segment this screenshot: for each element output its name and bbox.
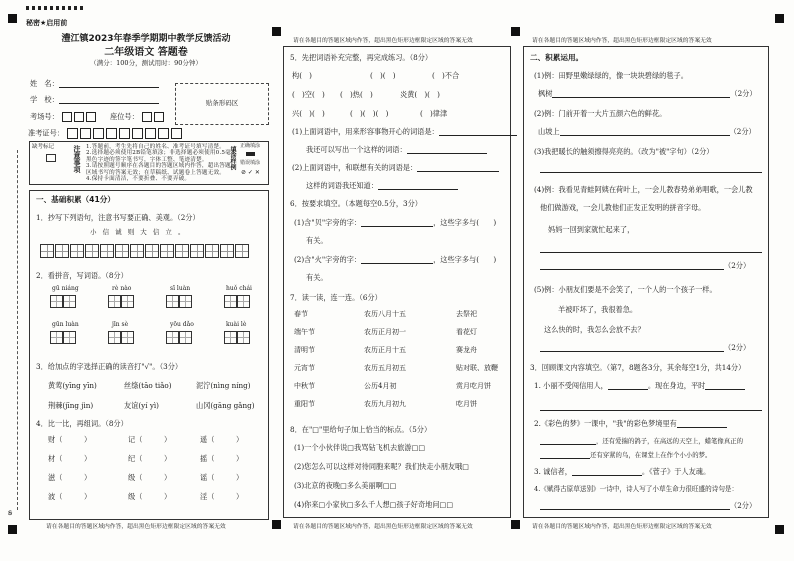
- footer-warning-left: 请在各题目的答题区域内作答，超出黑色矩形边框限定区域的答案无效: [46, 524, 226, 530]
- q7-festival[interactable]: 重阳节: [294, 400, 315, 408]
- writing-cell[interactable]: [235, 244, 249, 258]
- q7-festival[interactable]: 端午节: [294, 328, 315, 336]
- marker-square: [272, 27, 281, 36]
- q7-date[interactable]: 农历正月初一: [364, 328, 406, 336]
- q4-char: 记: [128, 435, 136, 444]
- q4-item[interactable]: [200, 436, 243, 444]
- q7-matching[interactable]: [294, 310, 506, 420]
- q7-date[interactable]: 农历五月初五: [364, 364, 406, 372]
- q3-row1-b[interactable]: 丝绦(tāo tiǎo): [124, 381, 172, 390]
- q4-char: 滋: [48, 473, 56, 482]
- q3-row2-a[interactable]: 荆棘(jīng jìn): [48, 401, 94, 410]
- marker-square: [775, 525, 784, 534]
- q8-sub2[interactable]: (2)您怎么可以这样对待同胞来呢？我们快走小朋友哦□: [294, 462, 470, 471]
- q9d-line1[interactable]: [540, 252, 762, 253]
- q3-row1-c[interactable]: 泥泞(nìng níng): [196, 381, 251, 390]
- q9d-prompt: (4)例：我看见青蛙阿姨在荷叶上，一会儿教春势弟弟唱歌，一会儿教: [534, 185, 753, 194]
- q4-blank[interactable]: （ ）: [207, 473, 244, 482]
- q4-blank[interactable]: （ ）: [207, 435, 244, 444]
- q5-sub2b[interactable]: 这样的词语我还知道：: [306, 182, 458, 190]
- section1-title: 一、基础积累（41分）: [36, 195, 115, 204]
- q5-row3-c[interactable]: ( )律津: [420, 109, 448, 118]
- q4-char: 淫: [200, 492, 208, 501]
- q7-custom[interactable]: 赏月吃月饼: [456, 382, 491, 390]
- q3-row1-a[interactable]: 黄莺(yīng yīn): [48, 381, 97, 390]
- writing-cell[interactable]: [115, 244, 129, 258]
- q9b-answer[interactable]: 山坡上 （2分）: [538, 127, 756, 136]
- q7-custom[interactable]: 去祭祀: [456, 310, 477, 318]
- q4-blank[interactable]: （ ）: [207, 492, 244, 501]
- q4-char: 材: [48, 454, 56, 463]
- q4-item[interactable]: [200, 474, 243, 482]
- q5-sub2[interactable]: (2)上面词语中，和联想有关的词语是：: [292, 164, 499, 172]
- writing-cell[interactable]: [175, 244, 189, 258]
- q4-blank[interactable]: （ ）: [55, 435, 92, 444]
- q5-row1-b[interactable]: ( )( ): [370, 71, 396, 80]
- section3-title: 二、积累运用。: [530, 53, 584, 62]
- q9c-answer-line[interactable]: [540, 172, 762, 173]
- q3-row2-c[interactable]: 山冈(gāng gǎng): [196, 401, 255, 410]
- header-block: [20, 34, 272, 67]
- school-field[interactable]: 学 校：: [30, 96, 159, 104]
- q3-row2-b[interactable]: 友谊(yí yì): [124, 401, 159, 410]
- header-warning-right: 请在各题目的答题区域内作答，超出黑色矩形边框限定区域的答案无效: [532, 38, 712, 44]
- q8-prompt: 8．在"□"里给句子加上恰当的标点。（5分）: [290, 425, 432, 434]
- q3-prompt: 3．给加点的字选择正确的读音打"√"。（3分）: [36, 362, 183, 371]
- q4-item[interactable]: [48, 493, 91, 501]
- q4-item[interactable]: [48, 474, 91, 482]
- q5-row1-a[interactable]: 构( ): [292, 71, 312, 80]
- q7-festival[interactable]: 中秋节: [294, 382, 315, 390]
- q5-row2-a[interactable]: ( )空( ): [292, 90, 325, 99]
- q4-item[interactable]: [200, 455, 243, 463]
- q7-custom[interactable]: 赛龙舟: [456, 346, 477, 354]
- q4-item[interactable]: [200, 493, 243, 501]
- writing-cell[interactable]: [190, 244, 204, 258]
- seat-field[interactable]: 座位号：: [110, 112, 165, 122]
- q4-blank[interactable]: （ ）: [135, 492, 172, 501]
- exam-info: （满分：100分，测试用时：90分钟）: [90, 58, 202, 67]
- correct-fill-mark: [246, 152, 255, 156]
- q4-item[interactable]: [48, 455, 91, 463]
- q10-2b[interactable]: ，还有爱揣的鸽子，在高远的天空上，蜡笔像真正的: [540, 438, 743, 445]
- q7-date[interactable]: 农历九月初九: [364, 400, 406, 408]
- q7-date[interactable]: 农历正月十五: [364, 346, 406, 354]
- corner-mark: ꞩ: [8, 508, 13, 517]
- q7-date[interactable]: 农历八月十五: [364, 310, 406, 318]
- q4-blank[interactable]: （ ）: [207, 454, 244, 463]
- q10-3[interactable]: 3. 诚信者， 。《菅子》于人友魂。: [534, 467, 711, 476]
- name-field[interactable]: 姓 名：: [30, 80, 159, 88]
- q10-2[interactable]: 2.《彩色的梦》一课中，"我"的彩色梦境里有: [534, 420, 727, 428]
- q7-festival[interactable]: 春节: [294, 310, 308, 318]
- ticket-field[interactable]: 准考证号：: [28, 128, 183, 139]
- writing-cell[interactable]: [40, 244, 54, 258]
- q6-sub1[interactable]: (1)含"贝"字旁的字： ，这些字多与( ): [294, 218, 497, 227]
- writing-cell[interactable]: [85, 244, 99, 258]
- marker-square: [511, 27, 520, 36]
- fill-example-label: 填涂样例: [229, 146, 236, 170]
- q1-prompt: 1．抄写下列语句，注意书写要正确、美观。（2分）: [36, 213, 200, 222]
- q6-sub2c: 有关。: [306, 273, 328, 282]
- q9e-prompt2: 羊被吓坏了，我很着急。: [558, 305, 638, 314]
- footer-warning-right: 请在各题目的答题区域内作答，超出黑色矩形边框限定区域的答案无效: [532, 524, 712, 530]
- q4-char: 摇: [200, 454, 208, 463]
- q4-char: 财: [48, 435, 56, 444]
- exam-title: 澧江镇2023年春季学期期中教学反馈活动: [61, 34, 231, 44]
- q5-row2-b[interactable]: ( )热( ): [340, 90, 373, 99]
- q7-festival[interactable]: 元宵节: [294, 364, 315, 372]
- q4-item[interactable]: [128, 493, 171, 501]
- writing-cell[interactable]: [160, 244, 174, 258]
- q10-prompt: 3．回顾课文内容填空。（第7，8题各3分，其余每空1分，共14分）: [530, 363, 746, 372]
- q9e-prompt3: 这么快的时，我怎么会放不去？: [544, 325, 645, 334]
- q9d-score[interactable]: （2分）: [540, 262, 750, 270]
- q7-date[interactable]: 公历4月初: [364, 382, 397, 390]
- writing-cell[interactable]: [220, 244, 234, 258]
- q9d-prompt2: 他们做游戏，一会儿教他们正发正发明的拼音字母。: [540, 203, 706, 212]
- timing-marks: [26, 6, 86, 10]
- q9e-score[interactable]: （2分）: [540, 344, 750, 352]
- q5-prompt: 5．先把词语补充完整，再完成练习。（8分）: [290, 53, 433, 62]
- q10-2c[interactable]: 还有穿紧的鸟，在课堂上在作个小小的梦。: [540, 452, 711, 459]
- q7-festival[interactable]: 清明节: [294, 346, 315, 354]
- q4-char: 级: [128, 492, 136, 501]
- absent-mark: 缺考标记: [32, 144, 70, 162]
- marker-square: [8, 14, 17, 23]
- q7-custom[interactable]: 看花灯: [456, 328, 477, 336]
- exam-subtitle: 二年级语文 答题卷: [104, 47, 188, 59]
- q6-sub2[interactable]: (2)含"火"字旁的字： ，这些字多与( ): [294, 255, 497, 264]
- correct-fill-label: 正确填涂: [240, 143, 261, 149]
- secret-mark: 秘密★启用前: [26, 19, 68, 27]
- q8-sub3[interactable]: (3)北京的夜晚□多么美丽啊□□: [294, 481, 397, 490]
- q9e-prompt: (5)例：小朋友们要是不会笑了，一个人的一个孩子一样。: [534, 285, 717, 294]
- q8-sub1[interactable]: (1)一个小伙伴说□我骂钻飞机去旅游□□: [294, 443, 426, 452]
- q4-char: 纪: [128, 454, 136, 463]
- q9-example2: (2)例：门前开着一大片五颜六色的鲜花。: [534, 109, 667, 118]
- q1-writing-grid[interactable]: [40, 244, 264, 258]
- exam-room-field[interactable]: 考场号：: [30, 112, 97, 122]
- binding-line: [17, 150, 18, 510]
- notice-heading: 注意事项: [73, 145, 82, 173]
- q4-char: 遥: [200, 435, 208, 444]
- q4-char: 谣: [200, 473, 208, 482]
- q6-sub1c: 有关。: [306, 236, 328, 245]
- notice-lines: 1.答题前，考生先将自己的姓名、准考证号填写清楚。 2.选择题必须使用2B铅笔填涂；非选择题必须使用0.5毫米 黑色字迹的签字笔书写，字体工整、笔迹清楚。 3.请按照题号顺序在各题目的答题区域内作答，超出答题 区域书写的答案无效；在草稿纸、试题卷上答题无效。 4.保持卡面清洁，不要折叠、不要弄破。: [86, 144, 237, 183]
- q5-row2-c[interactable]: 炎黄( )( ): [400, 90, 440, 99]
- q9d-prompt3[interactable]: 妈妈一回到家就忙起来了，: [548, 225, 635, 234]
- q10-1-line[interactable]: [540, 410, 762, 411]
- wrong-fill-label: 错误填涂: [240, 160, 261, 166]
- q7-custom[interactable]: 吃月饼: [456, 400, 477, 408]
- q4-char: 级: [128, 473, 136, 482]
- q4-blank[interactable]: （ ）: [55, 492, 92, 501]
- q5-sub1[interactable]: (1)上面词语中，用来形容事物开心的词语是：: [292, 128, 517, 136]
- q5-sub1b[interactable]: 我还可以写出一个这样的词语：: [306, 146, 487, 154]
- q4-blank[interactable]: （ ）: [135, 454, 172, 463]
- writing-cell[interactable]: [55, 244, 69, 258]
- q7-prompt: 7．读一读，连一连。（6分）: [290, 293, 382, 302]
- barcode-area: 贴条形码区: [175, 83, 269, 125]
- q7-custom[interactable]: 贴对联、放鞭: [456, 364, 498, 372]
- q9-example1: (1)例：田野里嫩绿绿的，像一块块碧绿的毯子。: [534, 71, 688, 80]
- q4-blank[interactable]: （ ）: [135, 473, 172, 482]
- q4-item[interactable]: [128, 455, 171, 463]
- q4-item[interactable]: [128, 474, 171, 482]
- marker-square: [775, 14, 784, 23]
- q4-prompt: 4．比一比，再组词。（8分）: [36, 419, 128, 428]
- writing-cell[interactable]: [100, 244, 114, 258]
- marker-square: [8, 525, 17, 534]
- q2-row2[interactable]: gūn luàn jīn sè yōu dǎo kuài lè: [40, 322, 264, 358]
- q5-row1-c[interactable]: ( )不合: [432, 71, 460, 80]
- marker-square: [272, 520, 281, 529]
- q4-item[interactable]: [128, 436, 171, 444]
- q5-row3-b[interactable]: ( )( )( ): [350, 109, 389, 118]
- q4-blank[interactable]: （ ）: [55, 473, 92, 482]
- q10-1[interactable]: 1. 小丽不受闯信用人， 。现在身边，平时: [534, 382, 745, 390]
- writing-cell[interactable]: [205, 244, 219, 258]
- wrong-fill-mark: ⊘ ✓ ✕: [241, 169, 260, 176]
- q4-item[interactable]: [48, 436, 91, 444]
- q10-4: 4.《赋得古原草送别》一诗中，诗人写了小草生命力很旺盛的诗句是：: [534, 485, 739, 493]
- writing-cell[interactable]: [130, 244, 144, 258]
- q1-text: 小 信 诚 则 大 信 立 。: [90, 228, 187, 236]
- q5-row3-a[interactable]: 兴( )( ): [292, 109, 325, 118]
- q10-4-answer[interactable]: （2分）: [540, 502, 756, 510]
- q4-blank[interactable]: （ ）: [135, 435, 172, 444]
- q4-grid[interactable]: [48, 436, 268, 516]
- q4-blank[interactable]: （ ）: [55, 454, 92, 463]
- q2-prompt: 2．看拼音，写词语。（8分）: [36, 271, 128, 280]
- writing-cell[interactable]: [145, 244, 159, 258]
- q9c-prompt: (3)我把暖长的触须擦得亮亮的。（改为"被"字句）（2分）: [534, 147, 714, 156]
- footer-warning-mid: 请在各题目的答题区域内作答，超出黑色矩形边框限定区域的答案无效: [293, 524, 473, 530]
- q2-row1[interactable]: gū niáng rè nào sī luàn huǒ chái: [40, 286, 264, 322]
- q4-char: 波: [48, 492, 56, 501]
- marker-square: [511, 520, 520, 529]
- q9a-answer[interactable]: 枫树 （2分）: [538, 89, 757, 98]
- q6-prompt: 6．按要求填空。（本题每空0.5分，3分）: [290, 199, 422, 208]
- notice-box: [29, 141, 269, 185]
- header-warning-mid: 请在各题目的答题区域内作答，超出黑色矩形边框限定区域的答案无效: [293, 38, 473, 44]
- q8-sub4[interactable]: (4)你来□小家伙□多么千人想□孩子好奇地问□□: [294, 500, 454, 509]
- writing-cell[interactable]: [70, 244, 84, 258]
